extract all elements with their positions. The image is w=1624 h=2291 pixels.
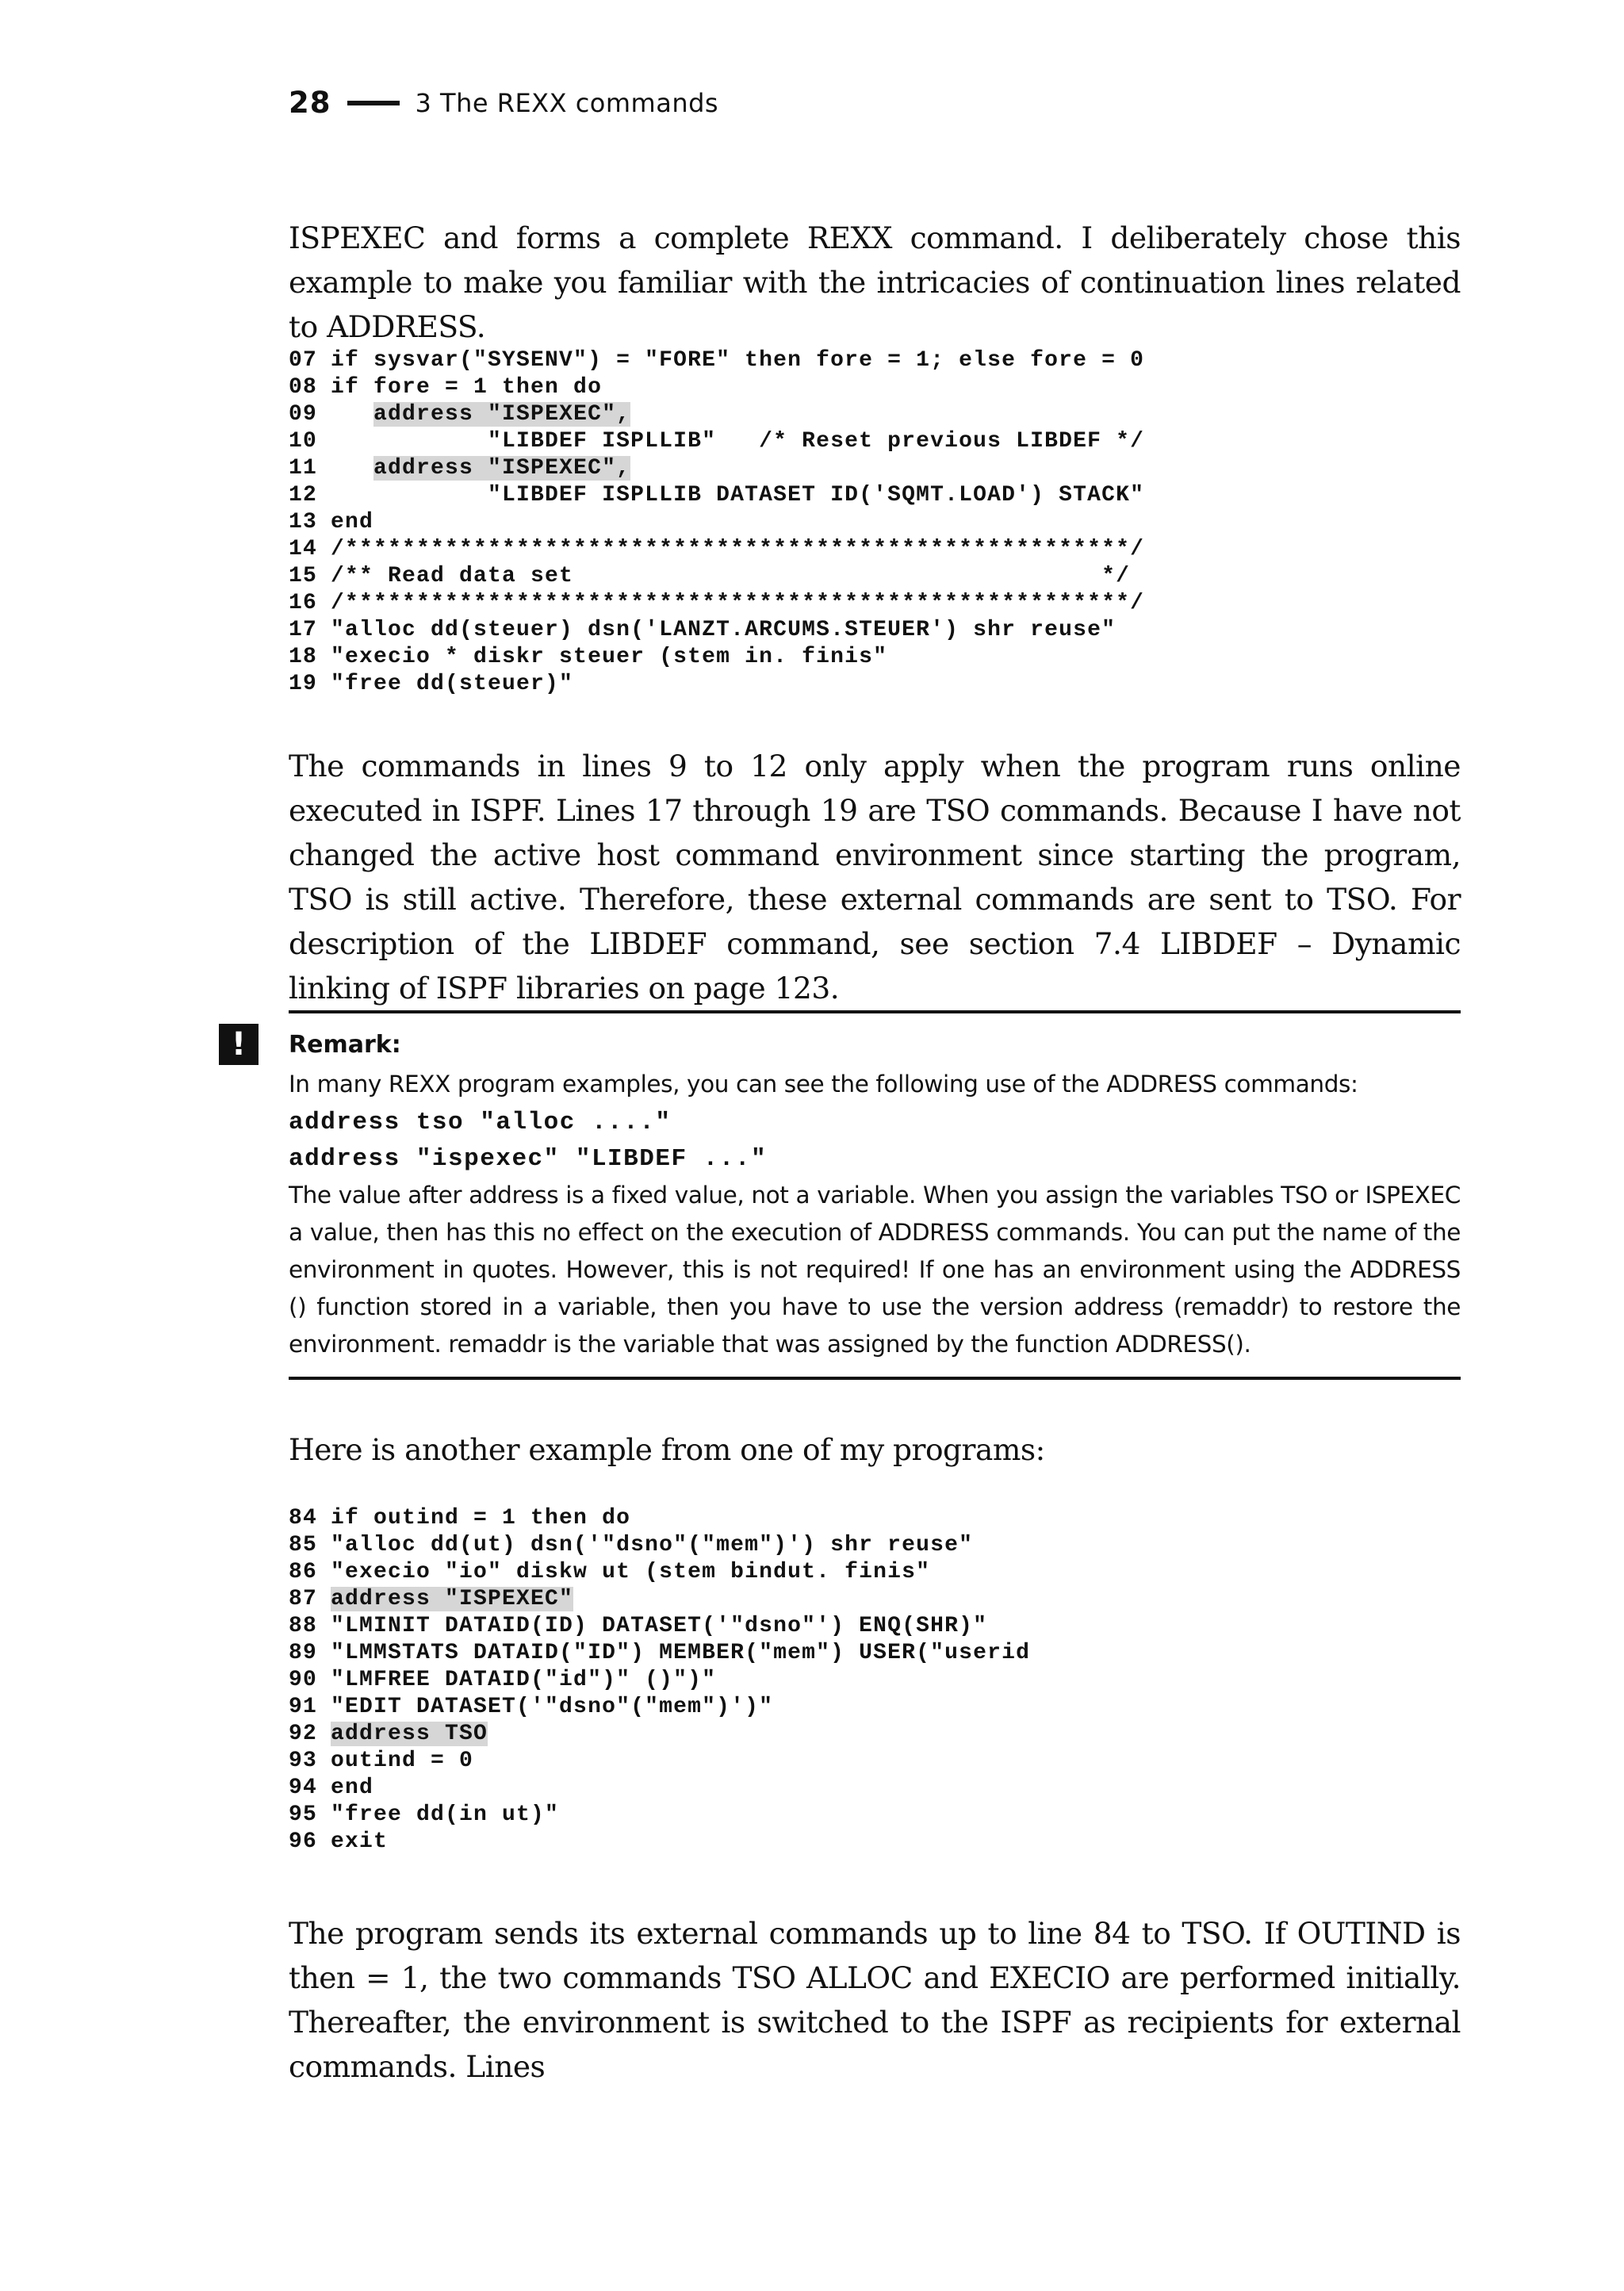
code-text: if outind = 1 then do: [331, 1506, 631, 1531]
code-line: [289, 1532, 1030, 1559]
code-line: [289, 1613, 1030, 1640]
code-text: "LIBDEF ISPLLIB DATASET ID('SQMT.LOAD') STACK": [331, 483, 1145, 508]
code-line: [289, 536, 1144, 563]
code-text: if fore = 1 then do: [331, 375, 603, 400]
highlighted-code: address "ISPEXEC",: [373, 402, 631, 427]
line-number: 90: [289, 1668, 318, 1692]
line-number: 84: [289, 1506, 318, 1531]
code-text: "EDIT DATASET('"dsno"("mem")')": [331, 1695, 774, 1719]
line-number: 18: [289, 645, 318, 669]
code-text: "LMMSTATS DATAID("ID") MEMBER("mem") USER("userid: [331, 1641, 1031, 1665]
line-number: 86: [289, 1560, 318, 1584]
code-line: [289, 509, 1144, 536]
line-number: 07: [289, 348, 318, 373]
line-number: 19: [289, 672, 318, 696]
header-rule: [347, 101, 400, 105]
code-line: [289, 347, 1144, 374]
remark-intro: In many REXX program examples, you can see the following use of the ADDRESS commands:: [289, 1071, 1358, 1098]
line-number: 96: [289, 1829, 318, 1854]
code-text: /*******************************************************/: [331, 591, 1145, 615]
line-number: 88: [289, 1614, 318, 1638]
remark-body: The value after address is a fixed value, not a variable. When you assign the variables TSO or ISPEXEC a value, then has this no effect on the execution of ADDRESS commands. You can put the name of the environment in quotes. However, this is not required! If one has an environment using the ADDRESS () function stored in a variable, then you have to use the version address (remaddr) to restore the environment. remaddr is the variable that was assigned by the function ADDRESS().: [289, 1182, 1461, 1358]
line-number: 17: [289, 618, 318, 642]
highlighted-code: address TSO: [331, 1722, 488, 1746]
code-line: [289, 1802, 1030, 1829]
line-number: 93: [289, 1749, 318, 1773]
code-line: [289, 1505, 1030, 1532]
line-number: 11: [289, 456, 318, 481]
code-line: [289, 374, 1144, 401]
code-text: "alloc dd(steuer) dsn('LANZT.ARCUMS.STEUER') shr reuse": [331, 618, 1116, 642]
line-number: 16: [289, 591, 318, 615]
code-text: exit: [331, 1829, 389, 1854]
paragraph-commands: The commands in lines 9 to 12 only apply when the program runs online executed in ISPF. Lines 17 through 19 are TSO commands. Because I have not changed the active host command environment since starting the program, TSO is still active. Therefore, these external commands are sent to TSO. For description of the LIBDEF command, see section 7.4 LIBDEF – Dynamic linking of ISPF libraries on page 123.: [289, 749, 1461, 1006]
code-text: /** Read data set */: [331, 564, 1131, 588]
paragraph-another-example: Here is another example from one of my programs:: [289, 1432, 1045, 1467]
code-line: [289, 617, 1144, 644]
highlighted-code: address "ISPEXEC",: [373, 456, 631, 481]
line-number: 12: [289, 483, 318, 508]
code-text: "LIBDEF ISPLLIB" /* Reset previous LIBDEF */: [331, 429, 1145, 454]
remark-top-rule: [289, 1010, 1461, 1013]
remark-heading: Remark:: [289, 1031, 401, 1059]
line-number: 85: [289, 1533, 318, 1557]
running-header: [289, 86, 718, 120]
code-line: [289, 1775, 1030, 1802]
code-text: "LMINIT DATAID(ID) DATASET('"dsno"') ENQ(SHR)": [331, 1614, 988, 1638]
code-line: [289, 428, 1144, 455]
line-number: 09: [289, 402, 318, 427]
code-text: "free dd(in ut)": [331, 1803, 560, 1827]
code-listing-2: [289, 1505, 1030, 1856]
code-text: "execio * diskr steuer (stem in. finis": [331, 645, 888, 669]
line-number: 89: [289, 1641, 318, 1665]
code-line: [289, 455, 1144, 482]
line-number: 94: [289, 1776, 318, 1800]
code-line: [289, 1748, 1030, 1775]
code-line: [289, 1721, 1030, 1748]
line-number: 92: [289, 1722, 318, 1746]
page-number: 28: [289, 86, 331, 120]
highlighted-code: address "ISPEXEC": [331, 1587, 574, 1611]
code-text: end: [331, 1776, 374, 1800]
code-line: [289, 1694, 1030, 1721]
remark-code-line-2: address "ispexec" "LIBDEF ...": [289, 1145, 768, 1173]
code-line: [289, 1640, 1030, 1667]
paragraph-intro: ISPEXEC and forms a complete REXX command. I deliberately chose this example to make you familiar with the intricacies of continuation lines related to ADDRESS.: [289, 220, 1461, 344]
code-line: [289, 563, 1144, 590]
code-listing-1: [289, 347, 1144, 698]
code-text: end: [331, 510, 374, 534]
line-number: 95: [289, 1803, 318, 1827]
code-line: [289, 1667, 1030, 1694]
remark-flag-icon: !: [219, 1024, 259, 1065]
code-text: "alloc dd(ut) dsn('"dsno"("mem")') shr reuse": [331, 1533, 974, 1557]
code-text: [331, 456, 373, 481]
line-number: 87: [289, 1587, 318, 1611]
code-text: if sysvar("SYSENV") = "FORE" then fore = 1; else fore = 0: [331, 348, 1145, 373]
remark-code-line-1: address tso "alloc ....": [289, 1109, 672, 1136]
line-number: 10: [289, 429, 318, 454]
code-text: "execio "io" diskw ut (stem bindut. finis": [331, 1560, 931, 1584]
code-text: /*******************************************************/: [331, 537, 1145, 561]
code-text: outind = 0: [331, 1749, 474, 1773]
line-number: 08: [289, 375, 318, 400]
code-line: [289, 1559, 1030, 1586]
code-line: [289, 671, 1144, 698]
code-line: [289, 401, 1144, 428]
code-line: [289, 644, 1144, 671]
code-text: [331, 402, 373, 427]
code-line: [289, 482, 1144, 509]
code-line: [289, 590, 1144, 617]
chapter-title: 3 The REXX commands: [415, 87, 719, 118]
line-number: 15: [289, 564, 318, 588]
line-number: 13: [289, 510, 318, 534]
code-text: "LMFREE DATAID("id")" ()")": [331, 1668, 717, 1692]
code-line: [289, 1829, 1030, 1856]
paragraph-program-sends: The program sends its external commands up to line 84 to TSO. If OUTIND is then = 1, the two commands TSO ALLOC and EXECIO are performed initially. Thereafter, the environment is switched to the ISPF as recipients for external commands. Lines: [289, 1916, 1461, 2084]
code-line: [289, 1586, 1030, 1613]
line-number: 14: [289, 537, 318, 561]
code-text: "free dd(steuer)": [331, 672, 574, 696]
remark-bottom-rule: [289, 1377, 1461, 1380]
line-number: 91: [289, 1695, 318, 1719]
